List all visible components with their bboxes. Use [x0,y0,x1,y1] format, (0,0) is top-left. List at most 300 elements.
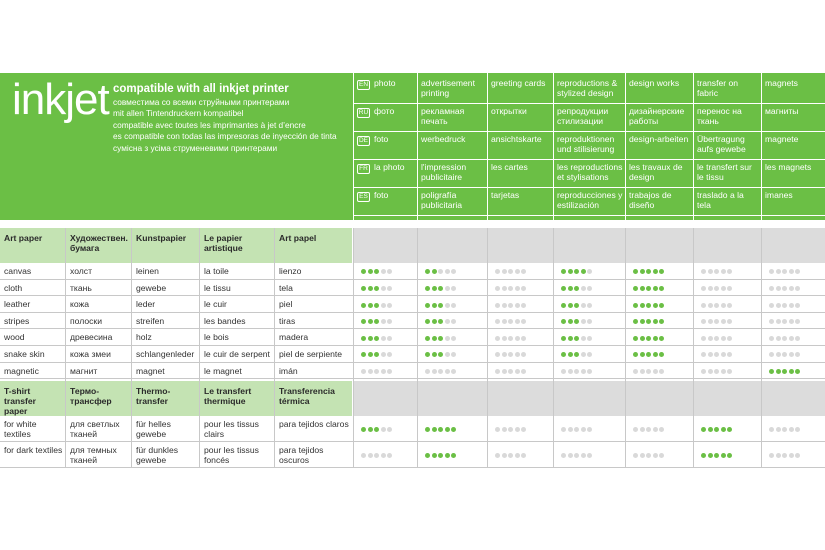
use-label: design-arbeiten [629,134,689,144]
rating-dots [425,319,456,324]
rating-dot-empty [769,303,774,308]
rating-dot-empty [387,336,392,341]
compat-line: сумісна з усіма струменевими принтерами [113,142,278,153]
rating-dot-filled [368,303,373,308]
rating-dot-filled [574,303,579,308]
rating-dot-filled [568,303,573,308]
uses-row-divider [353,131,825,132]
rating-dot-filled [659,303,664,308]
rating-dot-empty [381,427,386,432]
rating-dot-empty [515,286,520,291]
rating-dot-empty [451,269,456,274]
section-header-cell: Art papel [275,228,352,263]
material-name: полоски [70,315,102,326]
rating-dot-filled [568,336,573,341]
rating-dot-empty [795,427,800,432]
rating-dot-filled [361,303,366,308]
rating-dot-empty [789,336,794,341]
rating-dots [361,286,392,291]
rating-dot-filled [701,453,706,458]
rating-dot-empty [789,286,794,291]
rating-dot-empty [381,319,386,324]
rating-dot-empty [508,319,513,324]
rating-dot-empty [646,427,651,432]
rating-dot-filled [646,303,651,308]
use-col-divider [553,228,554,468]
section-header-cell: Art paper [0,228,65,263]
rating-dots [361,427,392,432]
rating-dot-filled [425,286,430,291]
rating-dot-filled [368,352,373,357]
uses-col-divider [353,73,354,220]
rating-dots [561,286,592,291]
rating-dots [561,369,592,374]
rating-dots [561,352,592,357]
material-name: tela [279,282,293,293]
use-col-divider [761,228,762,468]
rating-dot-empty [451,336,456,341]
material-name: leinen [136,266,159,276]
rating-dot-empty [708,336,713,341]
rating-dot-empty [515,369,520,374]
uses-col-divider [625,73,626,220]
rating-dot-filled [659,319,664,324]
rating-dot-empty [445,336,450,341]
section-header-gray [418,228,487,263]
rating-dot-filled [653,336,658,341]
use-col-divider [693,228,694,468]
name-col-divider [131,228,132,468]
rating-dot-empty [521,269,526,274]
rating-dots [633,427,664,432]
rating-dot-empty [701,319,706,324]
lang-badge-es: ES [357,192,370,202]
rating-dot-empty [795,303,800,308]
rating-dot-empty [769,427,774,432]
rating-dot-empty [708,286,713,291]
rating-dot-empty [508,369,513,374]
rating-dot-empty [521,427,526,432]
use-label: les magnets [765,162,812,172]
rating-dot-filled [640,286,645,291]
rating-dot-empty [714,269,719,274]
rating-dots [425,427,456,432]
rating-dots [361,319,392,324]
rating-dot-empty [574,453,579,458]
rating-dot-empty [653,453,658,458]
rating-dot-empty [425,369,430,374]
material-name: cloth [4,282,23,293]
rating-dot-empty [721,303,726,308]
rating-dot-filled [653,286,658,291]
material-name: canvas [4,266,32,276]
material-name: tiras [279,315,296,326]
use-label: magnets [765,78,798,88]
use-label: photo [374,78,396,88]
rating-dot-empty [769,319,774,324]
rating-dot-empty [587,269,592,274]
rating-dot-empty [795,319,800,324]
rating-dot-empty [721,369,726,374]
rating-dots [495,427,526,432]
rating-dot-empty [721,269,726,274]
rating-dot-empty [445,319,450,324]
use-label: werbedruck [421,134,466,144]
rating-dot-empty [701,352,706,357]
rating-dot-empty [581,369,586,374]
rating-dot-empty [502,453,507,458]
use-label: les reproductions et stylisations [557,162,623,182]
section-header-gray [762,381,825,416]
material-name: для темных тканей [70,445,117,466]
rating-dot-filled [438,453,443,458]
rating-dot-filled [361,269,366,274]
rating-dots [769,427,800,432]
rating-dot-empty [782,453,787,458]
rating-dot-empty [495,269,500,274]
rating-dots [561,427,592,432]
rating-dot-filled [727,453,732,458]
rating-dot-empty [515,352,520,357]
rating-dot-empty [387,319,392,324]
material-name: le cuir de serpent [204,349,270,359]
section-header-cell: Le transfert thermique [200,381,274,416]
rating-dot-empty [581,319,586,324]
rating-dot-empty [714,352,719,357]
rating-dot-empty [508,427,513,432]
rating-dot-empty [769,336,774,341]
use-label: дизайнерские работы [629,106,685,126]
section-header-gray [354,228,417,263]
section-header-gray [762,228,825,263]
rating-dot-empty [587,427,592,432]
rating-dots [361,369,392,374]
rating-dot-empty [495,352,500,357]
rating-dot-empty [701,336,706,341]
rating-dot-filled [640,319,645,324]
rating-dot-filled [425,352,430,357]
rating-dots [561,453,592,458]
rating-dot-empty [574,369,579,374]
rating-dots [633,453,664,458]
lang-badge-de: DE [358,137,369,144]
material-name: le cuir [204,299,227,310]
compat-line: совместима со всеми струйными принтерами [113,96,290,107]
rating-dot-filled [574,286,579,291]
rating-dot-empty [727,269,732,274]
rating-dot-filled [374,336,379,341]
rating-dot-empty [721,336,726,341]
rating-dot-filled [368,286,373,291]
rating-dot-filled [561,269,566,274]
rating-dot-filled [432,319,437,324]
rating-dot-filled [561,319,566,324]
rating-dots [701,453,732,458]
material-name: pour les tissus foncés [204,445,259,466]
rating-dot-empty [646,453,651,458]
rating-dot-filled [769,369,774,374]
rating-dot-empty [708,303,713,308]
rating-dot-empty [659,427,664,432]
rating-dot-empty [581,336,586,341]
rating-dot-empty [789,453,794,458]
rating-dot-filled [708,427,713,432]
rating-dot-filled [646,286,651,291]
use-label: greeting cards [491,78,546,88]
lang-badge-fr: FR [357,164,370,174]
section-header-cell: Le papier artistique [200,228,274,263]
material-name: para tejidos oscuros [279,445,324,466]
material-name: для светлых тканей [70,419,120,440]
uses-col-divider [761,73,762,220]
compat-line: compatible avec toutes les imprimantes à jet d’encre [113,119,306,130]
material-name: древесина [70,332,113,343]
rating-dot-empty [568,427,573,432]
use-label: la photo [374,162,405,172]
rating-dot-empty [515,453,520,458]
rating-dot-empty [515,336,520,341]
rating-dot-filled [438,336,443,341]
rating-dot-empty [561,427,566,432]
rating-dot-empty [387,453,392,458]
rating-dot-empty [782,269,787,274]
rating-dot-filled [361,352,366,357]
use-label: открытки [491,106,527,116]
rating-dot-empty [659,369,664,374]
rating-dot-empty [521,453,526,458]
rating-dot-empty [495,303,500,308]
rating-dot-empty [381,369,386,374]
rating-dot-empty [368,453,373,458]
rating-dot-empty [502,286,507,291]
rating-dot-empty [701,269,706,274]
row-divider [0,378,825,379]
rating-dot-empty [659,453,664,458]
rating-dot-filled [425,303,430,308]
rating-dot-filled [368,336,373,341]
rating-dot-filled [568,319,573,324]
rating-dots [361,303,392,308]
rating-dot-empty [721,352,726,357]
rating-dot-empty [727,319,732,324]
rating-dot-filled [374,319,379,324]
rating-dot-empty [776,269,781,274]
material-name: кожа [70,299,90,310]
rating-dots [495,352,526,357]
rating-dot-filled [425,427,430,432]
rating-dot-empty [782,303,787,308]
rating-dot-empty [776,453,781,458]
rating-dot-empty [776,303,781,308]
rating-dot-empty [502,427,507,432]
material-name: les bandes [204,315,246,326]
rating-dot-empty [495,286,500,291]
rating-dots [561,336,592,341]
uses-col-divider [487,73,488,220]
rating-dot-filled [568,286,573,291]
rating-dot-filled [374,352,379,357]
rating-dot-empty [769,453,774,458]
rating-dot-empty [633,453,638,458]
material-name: para tejidos claros [279,419,349,430]
material-name: schlangenleder [136,349,195,359]
rating-dot-empty [727,352,732,357]
material-name: ткань [70,282,92,293]
rating-dot-empty [587,453,592,458]
rating-dots [769,319,800,324]
rating-dots [495,453,526,458]
rating-dot-filled [708,453,713,458]
rating-dot-empty [508,352,513,357]
rating-dot-empty [776,319,781,324]
rating-dot-filled [640,303,645,308]
compat-line: mit allen Tintendruckern kompatibel [113,108,244,118]
rating-dot-filled [653,269,658,274]
rating-dot-filled [653,319,658,324]
rating-dot-empty [708,319,713,324]
rating-dots [769,286,800,291]
rating-dot-empty [508,286,513,291]
rating-dot-empty [727,336,732,341]
use-label: transfer on fabric [697,78,739,98]
use-label: advertisement printing [421,78,475,98]
rating-dots [701,336,732,341]
rating-dot-filled [432,453,437,458]
rating-dot-filled [451,427,456,432]
rating-dot-empty [581,453,586,458]
rating-dot-empty [381,336,386,341]
rating-dot-filled [561,286,566,291]
rating-dots [769,269,800,274]
rating-dot-empty [653,427,658,432]
rating-dots [701,369,732,374]
rating-dot-empty [521,303,526,308]
rating-dot-empty [368,369,373,374]
rating-dot-empty [561,453,566,458]
rating-dots [633,319,664,324]
rating-dots [495,369,526,374]
material-name: für helles gewebe [136,419,171,440]
material-name: le bois [204,332,229,343]
rating-dot-empty [568,369,573,374]
uses-row-divider [353,103,825,104]
rating-dot-empty [521,369,526,374]
rating-dot-filled [361,336,366,341]
material-name: holz [136,332,152,343]
rating-dot-empty [727,303,732,308]
rating-dot-filled [374,269,379,274]
rating-dot-empty [701,369,706,374]
compatibility-text [113,84,351,154]
use-label: imanes [765,190,793,200]
use-label: reproductions & stylized design [557,78,618,98]
use-label: Übertragung aufs gewebe [697,134,746,154]
rating-dot-empty [727,286,732,291]
section-header-cell: Kunstpapier [132,228,199,263]
rating-dots [769,352,800,357]
use-label: магниты [765,106,799,116]
rating-dot-empty [782,319,787,324]
rating-dot-filled [432,269,437,274]
rating-dot-empty [640,369,645,374]
uses-col-divider [693,73,694,220]
rating-dot-filled [561,303,566,308]
rating-dot-filled [368,427,373,432]
lang-badge-ru: RU [358,109,369,116]
rating-dots [425,453,456,458]
rating-dot-empty [795,336,800,341]
rating-dot-empty [769,352,774,357]
material-name: for dark textiles [4,445,63,456]
rating-dot-empty [495,369,500,374]
rating-dots [769,336,800,341]
section-header-gray [354,381,417,416]
rating-dot-empty [451,319,456,324]
rating-dot-filled [646,319,651,324]
rating-dots [633,286,664,291]
rating-dot-filled [374,303,379,308]
material-name: le tissu [204,282,231,293]
section-header-gray [554,381,625,416]
rating-dot-filled [432,336,437,341]
rating-dot-filled [659,269,664,274]
rating-dot-filled [438,319,443,324]
use-label: фото [374,106,395,116]
rating-dot-filled [368,319,373,324]
rating-dots [633,303,664,308]
rating-dot-filled [425,453,430,458]
rating-dot-empty [451,369,456,374]
name-col-divider [199,228,200,468]
use-label: foto [374,190,389,200]
rating-dot-filled [568,269,573,274]
use-label: перенос на ткань [697,106,742,126]
rating-dot-filled [445,453,450,458]
compat-line: es compatible con todas las impresoras de inyección de tinta [113,131,337,141]
section-header-cell: Художествен. бумага [66,228,131,263]
rating-dot-empty [708,352,713,357]
rating-dot-empty [701,286,706,291]
rating-dot-filled [425,336,430,341]
use-label: репродукции стилизации [557,106,609,126]
use-label: poligrafía publicitaria [421,190,463,210]
rating-dot-empty [776,336,781,341]
use-label: les cartes [491,162,528,172]
rating-dots [495,336,526,341]
rating-dot-empty [361,453,366,458]
rating-dot-empty [795,286,800,291]
rating-dot-empty [633,427,638,432]
material-name: piel [279,299,293,310]
rating-dot-empty [782,352,787,357]
material-name: streifen [136,315,165,326]
rating-dot-empty [381,352,386,357]
rating-dots [701,303,732,308]
rating-dot-empty [782,427,787,432]
material-name: pour les tissus clairs [204,419,259,440]
rating-dot-filled [782,369,787,374]
rating-dot-empty [445,303,450,308]
rating-dot-empty [508,336,513,341]
material-name: für dunkles gewebe [136,445,179,466]
rating-dot-filled [445,427,450,432]
rating-dots [361,453,392,458]
rating-dot-empty [776,427,781,432]
material-name: кожа змеи [70,349,111,359]
rating-dot-filled [653,303,658,308]
rating-dot-empty [381,286,386,291]
rating-dot-empty [451,286,456,291]
